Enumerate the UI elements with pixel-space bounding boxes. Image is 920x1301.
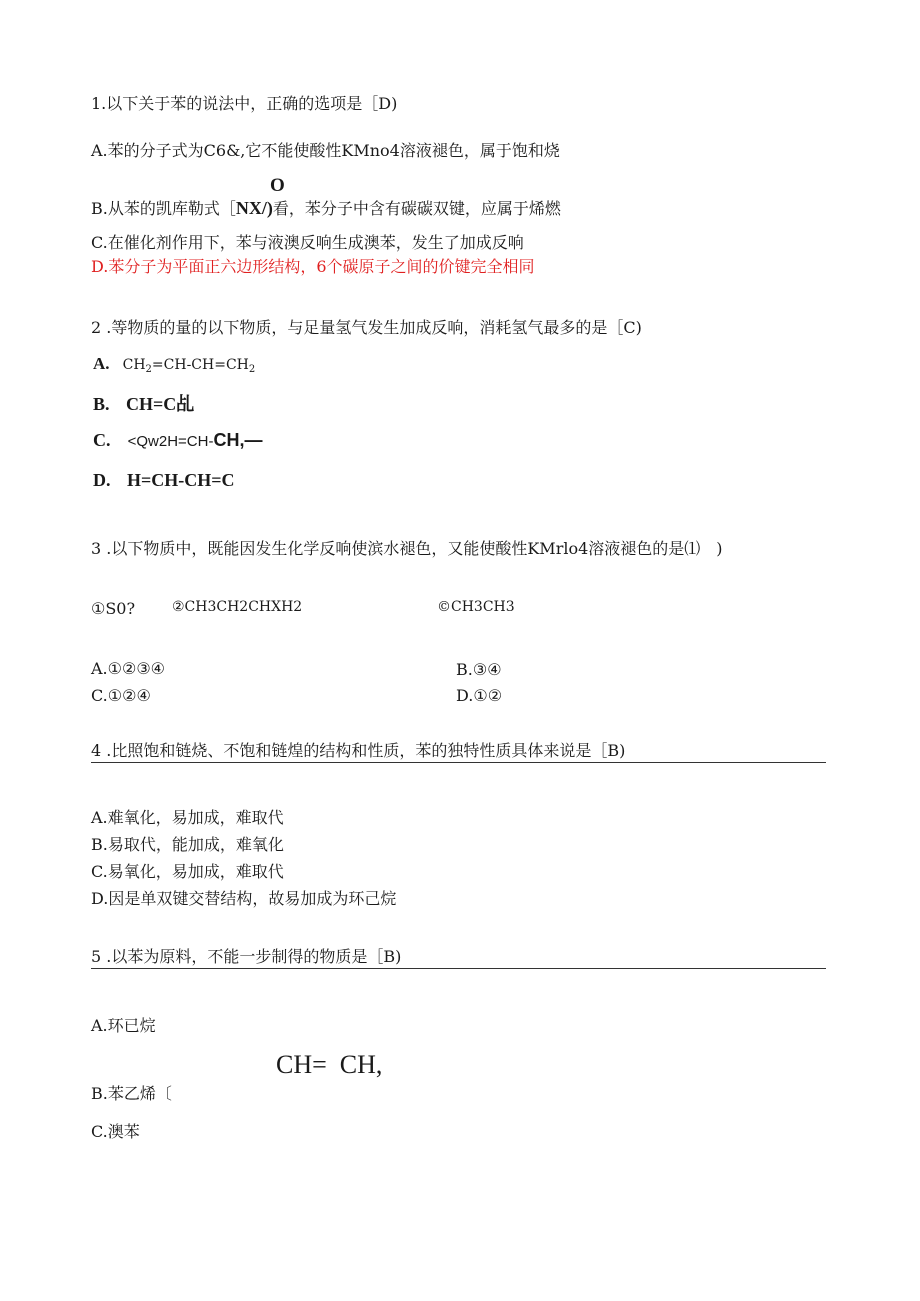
q4-stem: 4 .比照饱和链烧、不饱和链煌的结构和性质，苯的独特性质具体来说是［B) [91,741,626,760]
q1-option-d: D.苯分子为平面正六边形结构，6个碳原子之间的价键完全相同 [91,257,535,276]
q2-option-c-formula-end: CH,— [213,430,263,450]
q1-option-b-prefix: B.从苯的凯库勒式［ [91,199,236,218]
q5-option-c: C.澳苯 [91,1122,140,1141]
q2-option-d-label: D. [93,470,111,490]
q3-option-a: A.①②③④ [91,659,166,678]
q2-option-a-formula [123,357,256,373]
q3-substance-3: ©CH3CH3 [437,599,515,615]
q1-option-a: A.苯的分子式为C6&,它不能使酸性KMno4溶液褪色，属于饱和烧 [91,141,560,160]
q2-a-sub1: 2 [145,364,152,375]
q1-option-b-structure: NX/) [235,198,273,218]
q5-divider [91,968,826,969]
q2-option-c-label: C. [93,430,111,450]
q4-divider [91,762,826,763]
q2-option-a [93,354,255,375]
q2-option-b [93,394,194,414]
q3-stem: 3 .以下物质中，既能因发生化学反响使滨水褪色，又能使酸性KMrlo4溶液褪色的是⑴ ) [91,539,723,558]
q2-option-d [93,470,235,490]
q2-option-c-formula-start: <Qw2H=CH- [127,433,214,450]
q3-option-b: B.③④ [456,660,502,679]
q2-a-mid: =CH-CH=CH [151,357,249,373]
q1-structure-oxygen-label: O [270,175,285,196]
q3-option-c: C.①②④ [91,686,151,705]
q2-option-b-label: B. [93,394,110,414]
q4-option-c: C.易氧化，易加成，难取代 [91,862,284,881]
q1-stem: 1.以下关于苯的说法中，正确的选项是［D) [91,94,398,113]
q3-option-d: D.①② [456,686,503,705]
q5-option-b: B.苯乙烯〔 [91,1084,172,1103]
q5-styrene-structure: CH= CH, [276,1050,383,1079]
q2-stem: 2 .等物质的量的以下物质，与足量氢气发生加成反响，消耗氢气最多的是［C) [91,318,642,337]
q4-option-a: A.难氧化，易加成，难取代 [91,808,284,827]
q4-option-b: B.易取代，能加成，难氧化 [91,835,284,854]
q2-option-c [93,430,262,452]
q5-stem: 5 .以苯为原料，不能一步制得的物质是［B) [91,947,402,966]
q1-option-c: C.在催化剂作用下，苯与液澳反响生成澳苯，发生了加成反响 [91,233,524,252]
q4-option-d: D.因是单双键交替结构，故易加成为环己烷 [91,889,397,908]
q1-option-b-suffix: 看，苯分子中含有碳碳双键，应属于烯燃 [272,199,561,218]
q3-substance-2: ②CH3CH2CHXH2 [172,599,303,615]
q2-a-sub2: 2 [248,364,256,375]
q2-option-b-formula: CH=C乩 [126,394,195,414]
q3-substance-1: ①S0? [91,599,136,618]
q5-option-a: A.环已烷 [91,1016,156,1035]
q1-option-b [91,198,561,219]
q2-a-ch: CH [122,357,146,373]
q2-option-d-formula: H=CH-CH=C [127,470,235,490]
q2-option-a-label: A. [93,354,110,373]
